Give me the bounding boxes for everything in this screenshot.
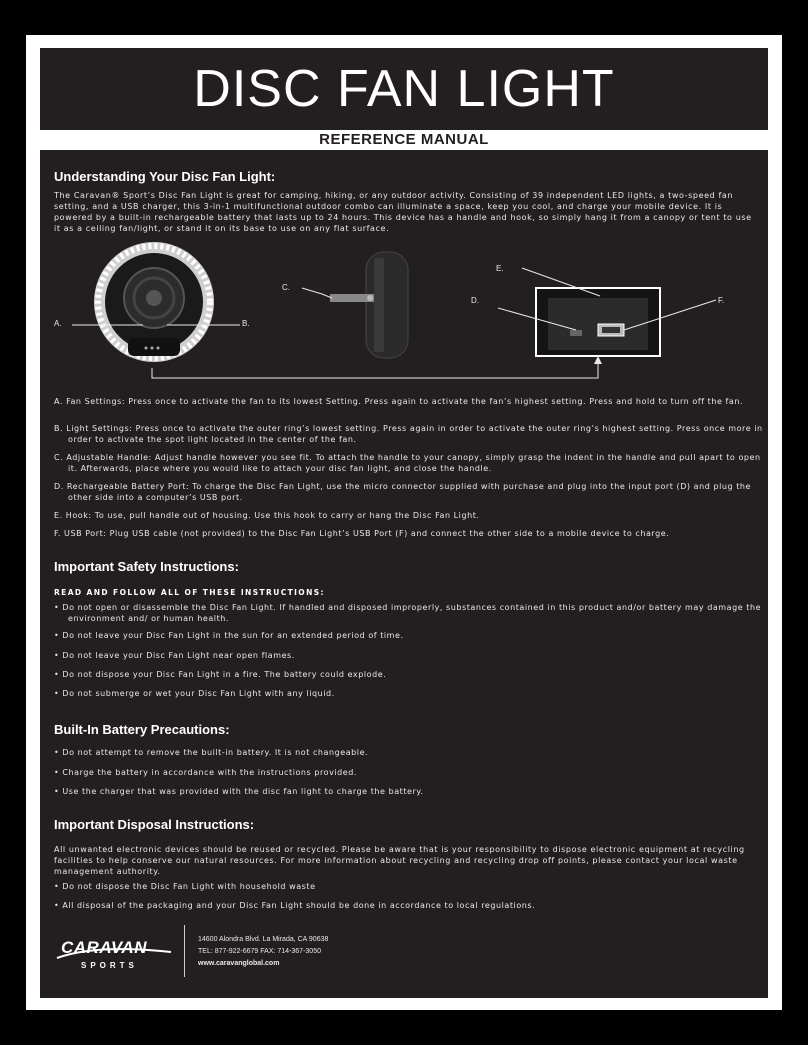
product-diagram [40, 238, 768, 388]
footer-website-link[interactable]: www.caravanglobal.com [198, 960, 280, 967]
safety-heading: Important Safety Instructions: [54, 559, 239, 574]
disposal-heading: Important Disposal Instructions: [54, 817, 255, 832]
footer-divider [184, 925, 185, 977]
feature-adjustable-handle: C. Adjustable Handle: Adjust handle however you see fit. To attach the handle to your canopy, simply grasp the indent in the handle and pull apart to open it. Afterwards, place where you would like to attach your disc fan light, and close the handle. [54, 453, 761, 473]
footer-address: 14600 Alondra Blvd. La Mirada, CA 90638 [198, 936, 329, 943]
label-b: B. [242, 319, 250, 328]
safety-caps-note: READ AND FOLLOW ALL OF THESE INSTRUCTIONS: [54, 588, 325, 597]
battery-item: • Use the charger that was provided with the disc fan light to charge the battery. [54, 787, 424, 796]
safety-item: • Do not leave your Disc Fan Light near open flames. [54, 651, 295, 660]
feature-battery-port: D. Rechargeable Battery Port: To charge the Disc Fan Light, use the micro connector supplied with purchase and plug into the input port (D) and plug the other side into a computer’s USB port. [54, 482, 751, 502]
battery-item: • Charge the battery in accordance with the instructions provided. [54, 768, 357, 777]
safety-item: • Do not submerge or wet your Disc Fan Light with any liquid. [54, 689, 335, 698]
label-e: E. [496, 264, 504, 273]
feature-light-settings: B. Light Settings: Press once to activate the outer ring’s lowest setting. Press again in order to activate the outer ring’s highest setting. Press once more in order to activate the spot light located in the center of the fan. [54, 424, 763, 444]
feature-hook: E. Hook: To use, pull handle out of housing. Use this hook to carry or hang the Disc Fan Light. [54, 511, 480, 520]
front-view-illustration [72, 242, 240, 362]
connector-bracket [152, 362, 598, 378]
disposal-item: • All disposal of the packaging and your Disc Fan Light should be done in accordance to local regulations. [54, 901, 536, 910]
feature-fan-settings: A. Fan Settings: Press once to activate the fan to its lowest Setting. Press again to activate the fan’s highest setting. Press and hold to turn off the fan. [54, 397, 744, 406]
logo-wordmark: CARAVAN [61, 938, 147, 957]
label-a: A. [54, 319, 62, 328]
safety-item: • Do not dispose your Disc Fan Light in a fire. The battery could explode. [54, 670, 387, 679]
safety-item: • Do not leave your Disc Fan Light in the sun for an extended period of time. [54, 631, 404, 640]
disposal-body: All unwanted electronic devices should be reused or recycled. Please be aware that is your responsibility to dispose electronic equipment at recycling facilities to help conserve our natural resources. For more information about recycling and recycling drop off points, please contact your local waste management authority. [54, 845, 745, 876]
port-closeup-illustration [498, 268, 716, 356]
disposal-item: • Do not dispose the Disc Fan Light with household waste [54, 882, 316, 891]
side-view-illustration [302, 252, 408, 358]
label-d: D. [471, 296, 479, 305]
feature-usb-port: F. USB Port: Plug USB cable (not provided) to the Disc Fan Light’s USB Port (F) and connect the other side to a mobile device to charge. [54, 529, 670, 538]
label-c: C. [282, 283, 290, 292]
safety-item: • Do not open or disassemble the Disc Fan Light. If handled and disposed improperly, substances contained in this product and/or battery may damage the environment and/ or human health. [54, 603, 762, 623]
label-f: F. [718, 296, 725, 305]
understanding-heading: Understanding Your Disc Fan Light: [54, 169, 276, 184]
battery-item: • Do not attempt to remove the built-in battery. It is not changeable. [54, 748, 369, 757]
caravan-sports-logo [55, 934, 173, 972]
footer-phone: TEL: 877-922-6679 FAX: 714-367-3050 [198, 948, 321, 955]
page-title: DISC FAN LIGHT [193, 60, 615, 118]
battery-heading: Built-In Battery Precautions: [54, 722, 230, 737]
page-subtitle: REFERENCE MANUAL [40, 130, 768, 150]
understanding-body: The Caravan® Sport’s Disc Fan Light is great for camping, hiking, or any outdoor activity. Consisting of 39 independent LED lights, a two-speed fan setting, and a USB charger, this 3-in-1 multifunctional outdoor combo can illuminate a space, keep you cool, and charge your mobile device. It is powered by a built-in rechargeable battery that lasts up to 24 hours. This device has a handle and hook, so simply hang it from a canopy or tent to use it as a ceiling fan/light, or stand it on its base to use on any flat surface. [54, 191, 752, 233]
logo-subword: SPORTS [81, 961, 138, 970]
